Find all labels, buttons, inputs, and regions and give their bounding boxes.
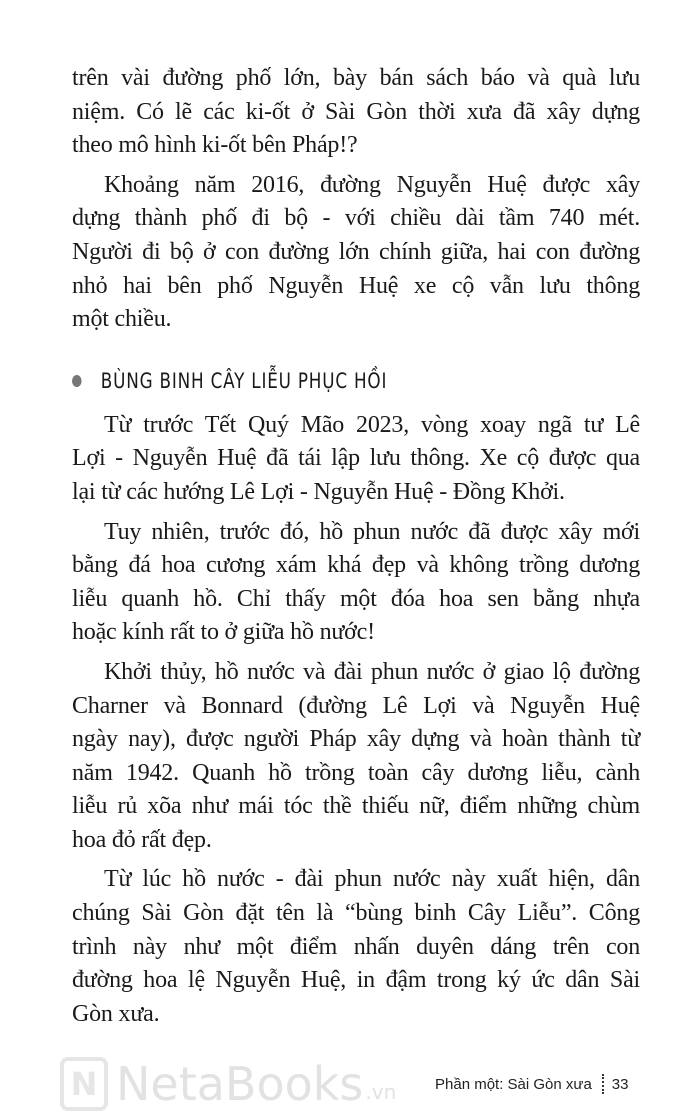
footer-divider [602, 1074, 604, 1094]
text-line: một chiều. [72, 306, 172, 333]
text-line: dựng thành phố đi bộ - với chiều dài tầm 740 mét. [72, 205, 640, 232]
text-line: Tuy nhiên, trước đó, hồ phun nước đã được xây mới [104, 518, 640, 545]
paragraph [72, 409, 640, 510]
text-line: hoa đỏ rất đẹp. [72, 826, 212, 853]
footer-section-title: Phần một: Sài Gòn xưa [435, 1075, 592, 1093]
bullet-icon [72, 375, 82, 387]
page-number: 33 [611, 1075, 629, 1093]
paragraph [72, 656, 640, 858]
text-line: Lợi - Nguyễn Huệ đã tái lập lưu thông. Xe cộ được qua [72, 445, 640, 472]
text-line: trình này như một điểm nhấn duyên dáng trên con [72, 933, 640, 960]
text-line: liễu rủ xõa như mái tóc thề thiếu nữ, điểm những chùm [72, 793, 640, 820]
section-heading-text: BÙNG BINH CÂY LIỄU PHỤC HỒI [100, 368, 388, 393]
text-line: Khởi thủy, hồ nước và đài phun nước ở giao lộ đường [104, 658, 640, 685]
text-line: Người đi bộ ở con đường lớn chính giữa, hai con đường [72, 238, 640, 265]
section-heading [72, 361, 526, 401]
text-line: trên vài đường phố lớn, bày bán sách báo và quà lưu [72, 65, 640, 91]
text-line: Khoảng năm 2016, đường Nguyễn Huệ được xây [104, 171, 640, 198]
paragraph [72, 863, 640, 1031]
text-line: Từ trước Tết Quý Mão 2023, vòng xoay ngã tư Lê [104, 411, 640, 438]
text-line: Gòn xưa. [72, 1000, 160, 1027]
page-body [72, 62, 640, 1037]
text-line: chúng Sài Gòn đặt tên là “bùng binh Cây Liễu”. Công [72, 900, 640, 927]
section-top [72, 62, 640, 337]
paragraph [72, 516, 640, 650]
text-line: lại từ các hướng Lê Lợi - Nguyễn Huệ - Đồng Khởi. [72, 478, 565, 505]
text-line: đường hoa lệ Nguyễn Huệ, in đậm trong ký ức dân Sài [72, 967, 640, 994]
paragraph [72, 169, 640, 337]
netabooks-logo-icon: N [60, 1057, 108, 1111]
page-footer [435, 1074, 628, 1094]
text-line: bằng đá hoa cương xám khá đẹp và không trồng dương [72, 552, 640, 579]
text-line: liễu quanh hồ. Chỉ thấy một đóa hoa sen bằng nhựa [72, 585, 640, 612]
netabooks-watermark [60, 1056, 396, 1112]
text-line: năm 1942. Quanh hồ trồng toàn cây dương liễu, cành [72, 759, 640, 786]
text-line: theo mô hình ki-ốt bên Pháp!? [72, 132, 358, 159]
paragraph [72, 62, 640, 163]
text-line: Charner và Bonnard (đường Lê Lợi và Nguyễn Huệ [72, 692, 640, 719]
section-bottom [72, 409, 640, 1032]
watermark-text: NetaBooks [116, 1057, 364, 1111]
text-line: niệm. Có lẽ các ki-ốt ở Sài Gòn thời xưa đã xây dựng [72, 98, 640, 125]
watermark-suffix: .vn [365, 1080, 397, 1104]
text-line: nhỏ hai bên phố Nguyễn Huệ xe cộ vẫn lưu thông [72, 272, 640, 299]
text-line: hoặc kính rất to ở giữa hồ nước! [72, 619, 375, 646]
text-line: ngày nay), được người Pháp xây dựng và hoàn thành từ [72, 726, 640, 753]
text-line: Từ lúc hồ nước - đài phun nước này xuất hiện, dân [104, 866, 640, 893]
